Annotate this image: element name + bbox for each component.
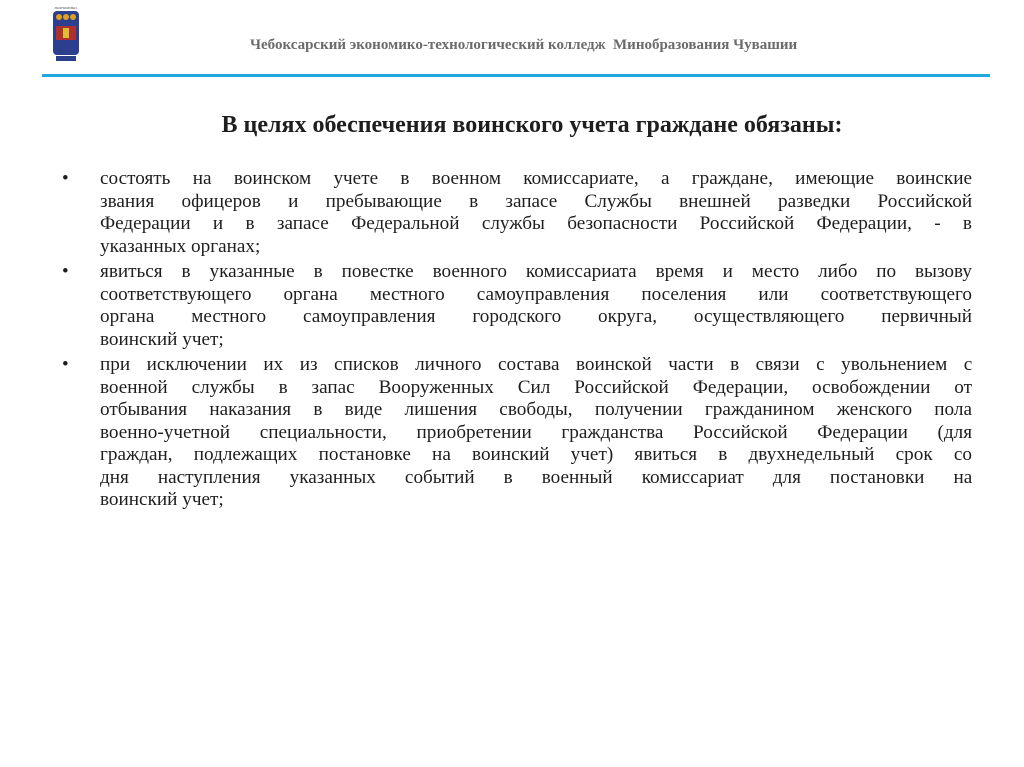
bullet-list (62, 168, 972, 515)
text-line: военно-учетной специальности, приобретении гражданства Российской Федерации (для (100, 421, 973, 443)
text-line: отбывания наказания в виде лишения свободы, получении гражданином женского пола (100, 399, 972, 420)
list-item (62, 261, 972, 351)
svg-text:ЭКОНОМИКО-: ЭКОНОМИКО- (54, 6, 78, 10)
text-line: явиться в указанные в повестке военного комиссариата время и место либо по вызову (100, 261, 972, 282)
institution-header: Чебоксарский экономико-технологический колледж Минобразования Чувашии (250, 37, 798, 53)
text-line: звания офицеров и пребывающие в запасе Службы внешней разведки Российской (100, 190, 973, 212)
bullet-icon: • (62, 261, 69, 282)
text-line: состоять на воинском учете в военном комиссариате, а граждане, имеющие воинские (100, 168, 972, 189)
text-line: воинский учет; (100, 328, 224, 350)
text-line: воинский учет; (100, 489, 224, 510)
text-line: Федерации и в запасе Федеральной службы безопасности Российской Федерации, - в (100, 213, 972, 234)
text-line: граждан, подлежащих постановке на воинский учет) явиться в двухнедельный срок со (100, 444, 972, 465)
text-line: дня наступления указанных событий в военный комиссариат для постановки на (100, 466, 973, 488)
list-item (62, 354, 972, 512)
text-line: соответствующего органа местного самоуправления поселения или соответствующего (100, 283, 972, 305)
college-logo (44, 4, 88, 68)
text-line: военной службы в запас Вооруженных Сил Российской Федерации, освобождении от (100, 376, 973, 398)
list-item (62, 168, 972, 258)
header-divider (42, 74, 990, 77)
bullet-icon: • (62, 354, 69, 375)
text-line: при исключении их из списков личного состава воинской части в связи с увольнением с (100, 354, 973, 375)
slide-title: В целях обеспечения воинского учета граждане обязаны: (221, 112, 843, 138)
text-line: указанных органах; (100, 235, 261, 257)
text-line: органа местного самоуправления городского округа, осуществляющего первичный (100, 306, 972, 327)
bullet-icon: • (62, 168, 69, 189)
